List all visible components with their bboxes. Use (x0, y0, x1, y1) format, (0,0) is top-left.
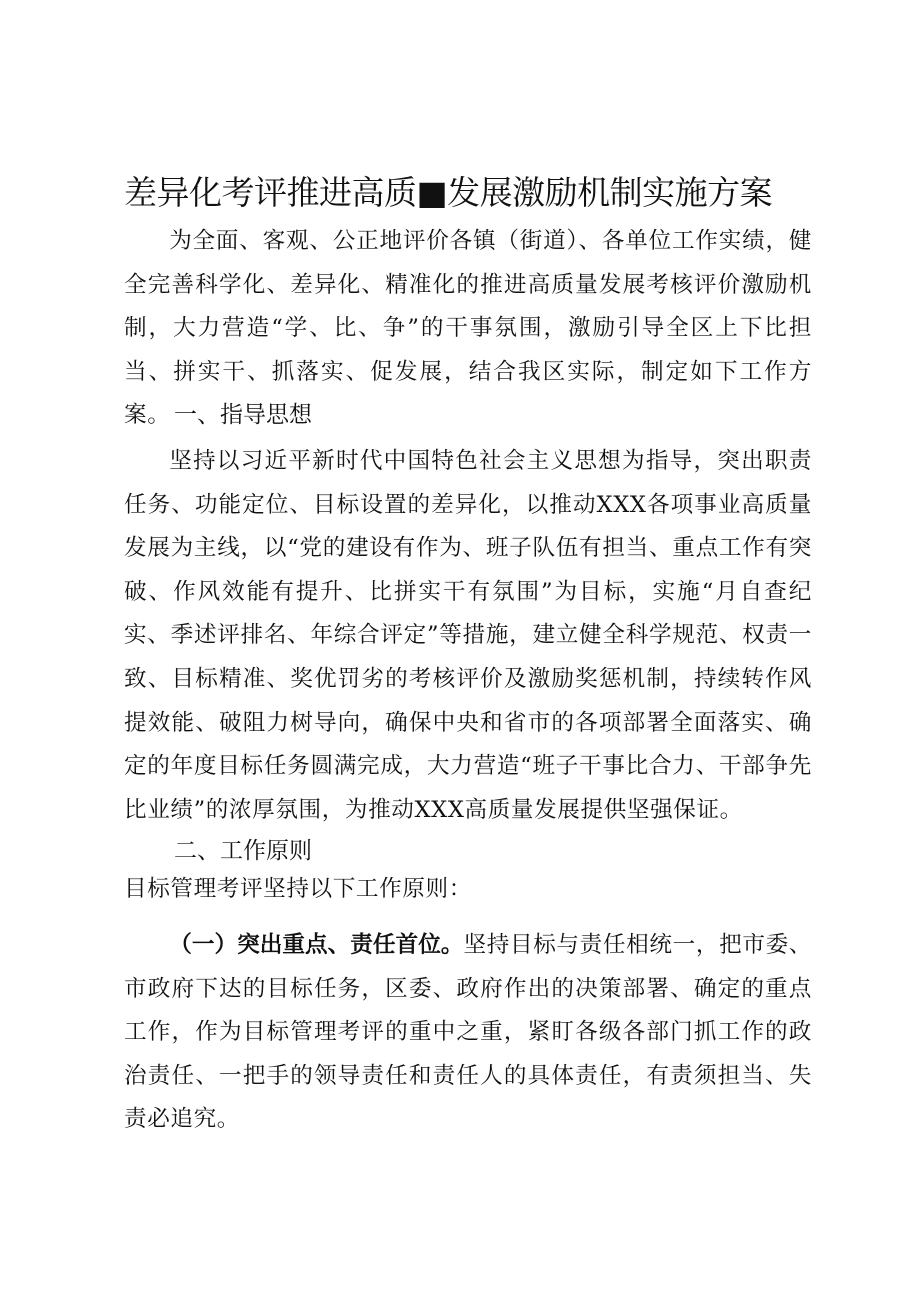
guiding-ideology-paragraph: 坚持以习近平新时代中国特色社会主义思想为指导，突出职责任务、功能定位、目标设置的差异化，以推动XXX各项事业高质量发展为主线，以“党的建设有作为、班子队伍有担当、重点工作有突破、作风效能有提升、比拼实干有氛围”为目标，实施“月自查纪实、季述评排名、年综合评定”等措施，建立健全科学规范、权责一致、目标精准、奖优罚劣的考核评价及激励奖惩机制，持续转作风提效能、破阻力树导向，确保中央和省市的各项部署全面落实、确定的年度目标任务圆满完成，大力营造“班子干事比合力、干部争先比业绩”的浓厚氛围，为推动XXX高质量发展提供坚强保证。 (124, 448, 812, 823)
principle-item-1-body: 坚持目标与责任相统一，把市委、市政府下达的目标任务，区委、政府作出的决策部署、确定的重点工作，作为目标管理考评的重中之重，紧盯各级各部门抓工作的政治责任、一把手的领导责任和责任人的具体责任，有责须担当、失责必追究。 (124, 932, 813, 1133)
section-heading-guiding-ideology: 一、指导思想 (174, 402, 312, 428)
intro-paragraph: 为全面、客观、公正地评价各镇（街道）、各单位工作实绩，健全完善科学化、差异化、精准化的推进高质量发展考核评价激励机制，大力营造“学、比、争”的干事氛围，激励引导全区上下比担当、拼实干、抓落实、促发展，结合我区实际，制定如下工作方案。 (124, 228, 812, 429)
document-title: 差异化考评推进高质■发展激励机制实施方案 (124, 173, 773, 212)
work-principles-lead: 目标管理考评坚持以下工作原则： (124, 876, 472, 902)
section-heading-work-principles: 二、工作原则 (174, 838, 312, 864)
principle-item-1 (124, 924, 812, 1142)
principle-item-1-title: （一）突出重点、责任首位。 (169, 932, 464, 958)
